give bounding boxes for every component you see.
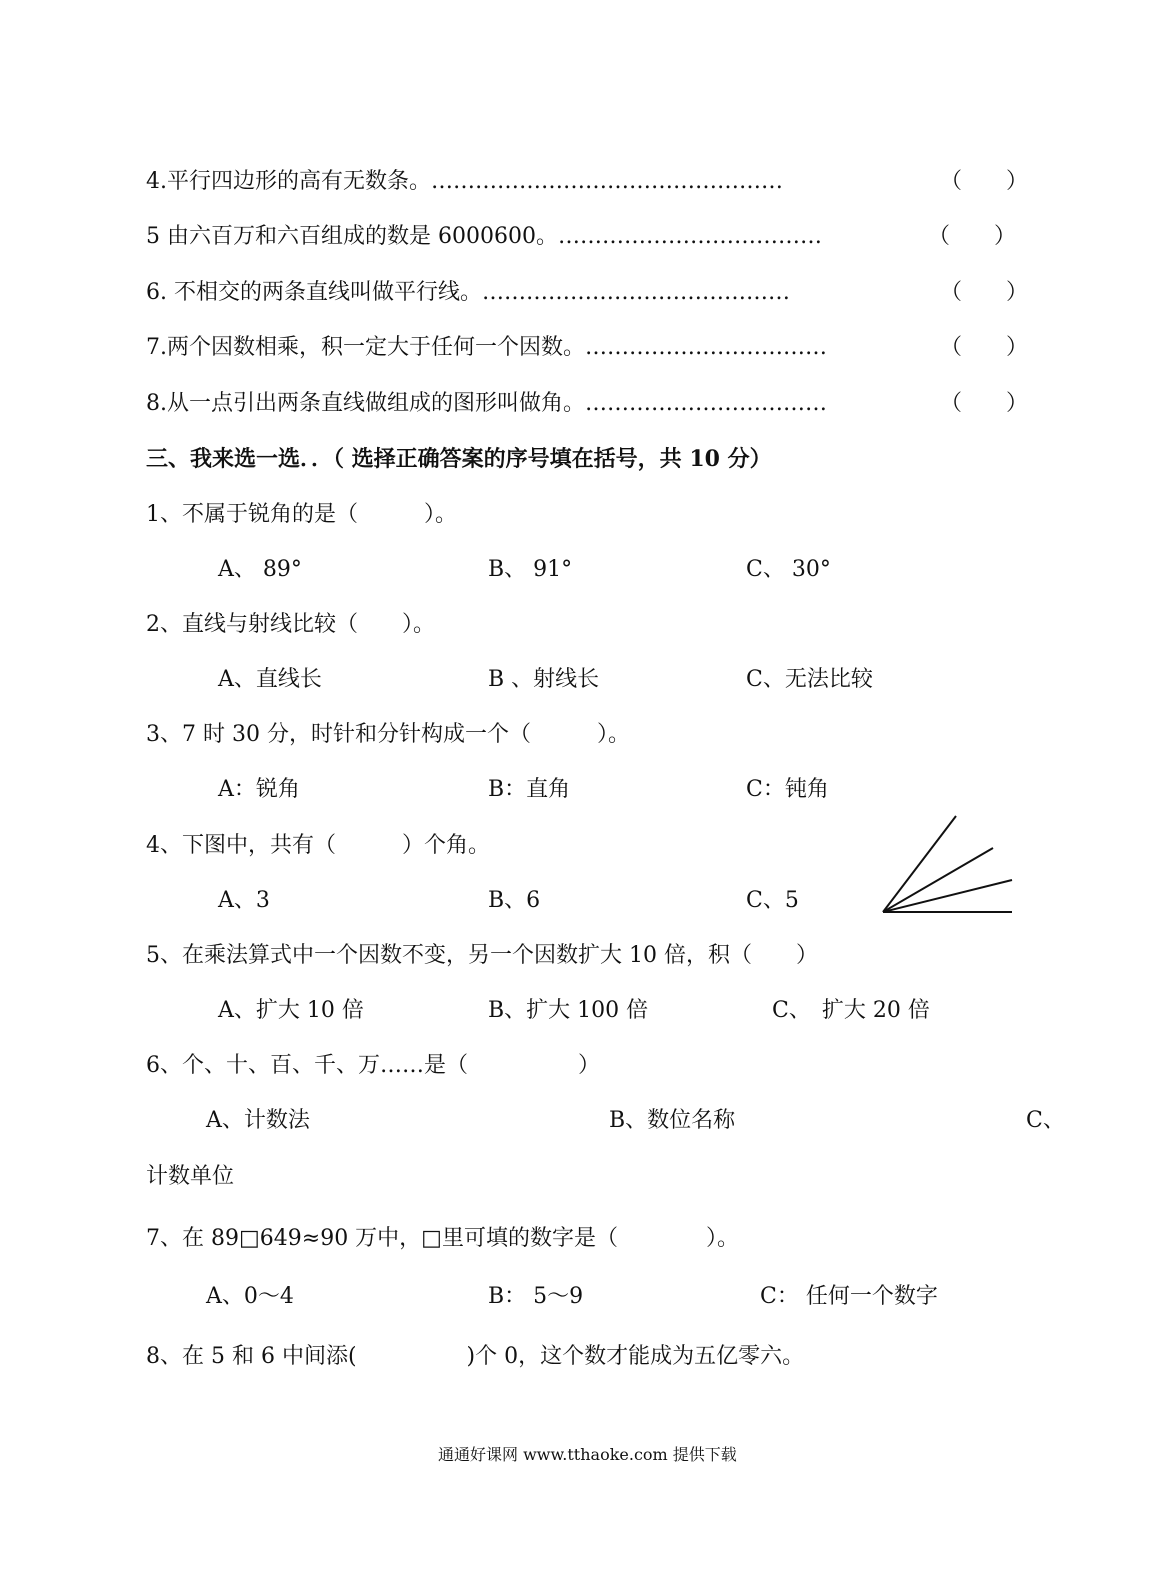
option-c: C、 扩大 20 倍: [772, 998, 930, 1023]
option-b: B、 91°: [488, 557, 573, 582]
judge-item-6: [146, 279, 790, 307]
option-a: A：锐角: [218, 777, 300, 802]
judge-item-7: [146, 334, 827, 362]
judge-text: 5 由六百万和六百组成的数是 6000600。: [146, 224, 558, 249]
option-b: B：直角: [488, 777, 571, 802]
leader-dots: ………………………………: [557, 224, 822, 249]
option-a: A、扩大 10 倍: [218, 998, 364, 1023]
option-b: B 、射线长: [488, 667, 600, 692]
option-a: A、3: [218, 888, 270, 913]
judge-text: 8.从一点引出两条直线做组成的图形叫做角。: [146, 391, 585, 416]
option-a: A、0～4: [206, 1284, 294, 1309]
answer-paren: （ ）: [940, 391, 1029, 416]
judge-item-4: [146, 168, 783, 196]
option-a: A、 89°: [218, 557, 302, 582]
option-c: C、5: [746, 888, 799, 913]
answer-paren: （ ）: [940, 335, 1029, 360]
judge-text: 6. 不相交的两条直线叫做平行线。: [146, 280, 482, 305]
leader-dots: ……………………………: [585, 335, 827, 360]
option-c: C： 任何一个数字: [760, 1284, 938, 1309]
option-c: C、无法比较: [746, 667, 873, 692]
leader-dots: ……………………………………: [482, 280, 790, 305]
option-b: B、数位名称: [609, 1108, 736, 1133]
leader-dots: ……………………………: [585, 391, 827, 416]
angle-figure: [876, 810, 1021, 920]
option-c-continued: 计数单位: [146, 1164, 235, 1189]
question-5: 5、在乘法算式中一个因数不变，另一个因数扩大 10 倍，积（ ）: [146, 943, 818, 968]
judge-item-8: [146, 390, 827, 418]
answer-paren: （ ）: [928, 224, 1017, 249]
judge-text: 4.平行四边形的高有无数条。: [146, 169, 431, 194]
option-c: C、: [1026, 1108, 1065, 1133]
ray-2: [883, 880, 1012, 912]
judge-text: 7.两个因数相乘，积一定大于任何一个因数。: [146, 335, 585, 360]
option-b: B： 5～9: [488, 1284, 584, 1309]
answer-paren: （ ）: [940, 280, 1029, 305]
question-3: 3、7 时 30 分，时针和分针构成一个（ ）。: [146, 722, 630, 747]
option-a: A、计数法: [206, 1108, 310, 1133]
option-a: A、直线长: [218, 667, 322, 692]
question-2: 2、直线与射线比较（ ）。: [146, 612, 435, 637]
answer-paren: （ ）: [940, 169, 1029, 194]
option-c: C：钝角: [746, 777, 829, 802]
page-footer: 通通好课网 www.tthaoke.com 提供下载: [438, 1445, 737, 1464]
question-6: 6、个、十、百、千、万……是（ ）: [146, 1053, 600, 1078]
option-b: B、扩大 100 倍: [488, 998, 649, 1023]
option-b: B、6: [488, 888, 541, 913]
leader-dots: …………………………………………: [431, 169, 783, 194]
section-heading: 三、我来选一选．．（ 选择正确答案的序号填在括号，共 10 分）: [146, 446, 772, 472]
question-8: 8、在 5 和 6 中间添( )个 0，这个数才能成为五亿零六。: [146, 1344, 805, 1369]
question-4: 4、下图中，共有（ ）个角。: [146, 833, 490, 858]
judge-item-5: [146, 223, 822, 251]
option-c: C、 30°: [746, 557, 831, 582]
question-7: 7、在 89□649≈90 万中，□里可填的数字是（ ）。: [146, 1226, 739, 1251]
question-1: 1、不属于锐角的是（ ）。: [146, 502, 457, 527]
ray-3: [883, 848, 993, 912]
